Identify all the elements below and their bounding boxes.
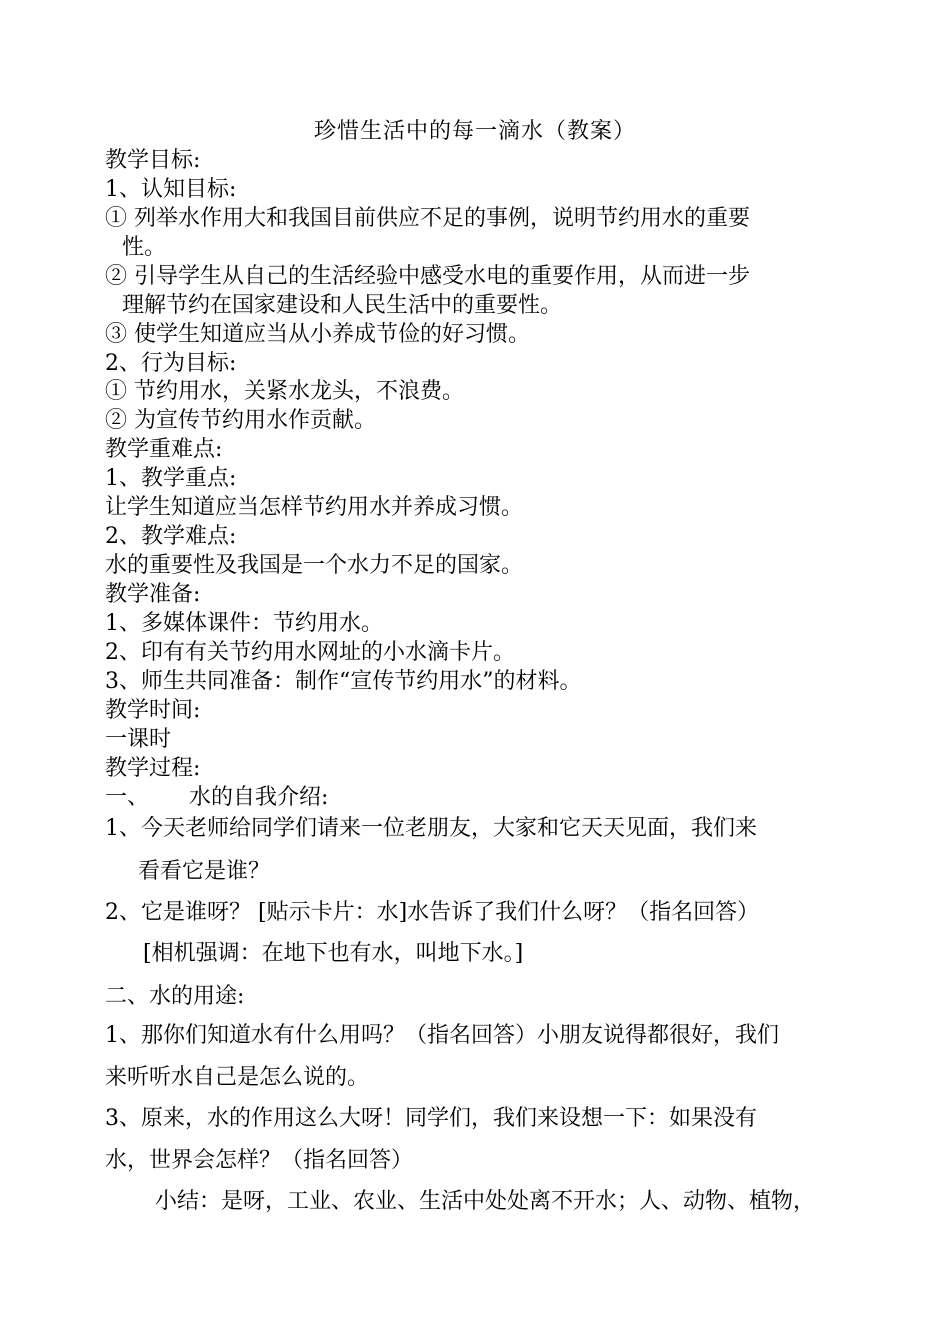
text-line: [相机强调：在地下也有水，叫地下水。]: [143, 941, 524, 966]
text-line: 水，世界会怎样？（指名回答）: [105, 1148, 414, 1173]
summary-line: 小结：是呀，工业、农业、生活中处处离不开水；人、动物、植物，: [155, 1189, 816, 1214]
text-line: 2、它是谁呀？ [贴示卡片：水]水告诉了我们什么呀？（指名回答）: [105, 900, 760, 925]
text-line: 1、多媒体课件：节约用水。: [105, 611, 383, 636]
part-heading: 二、水的用途:: [105, 984, 245, 1009]
section-heading: 教学过程:: [105, 756, 201, 781]
part-number: 一、: [105, 785, 150, 810]
text-line: 1、今天老师给同学们请来一位老朋友，大家和它天天见面，我们来: [105, 816, 757, 841]
subheading: 2、行为目标:: [105, 351, 237, 376]
text-line: ③ 使学生知道应当从小养成节俭的好习惯。: [105, 322, 530, 347]
section-heading: 教学准备:: [105, 582, 201, 607]
text-line: 3、师生共同准备：制作“宣传节约用水”的材料。: [105, 669, 582, 694]
section-heading: 教学时间:: [105, 698, 201, 723]
text-line: 性。: [122, 235, 167, 260]
subheading: 1、教学重点:: [105, 466, 237, 491]
part-title: 水的自我介绍:: [189, 785, 329, 810]
text-line: 理解节约在国家建设和人民生活中的重要性。: [122, 293, 563, 318]
text-line: ② 为宣传节约用水作贡献。: [105, 408, 376, 433]
part-heading: [105, 783, 850, 813]
section-heading: 教学目标:: [105, 148, 201, 173]
text-line: ② 引导学生从自己的生活经验中感受水电的重要作用，从而进一步: [105, 264, 750, 289]
document-title: 珍惜生活中的每一滴水（教案）: [313, 119, 636, 144]
text-line: ① 节约用水，关紧水龙头，不浪费。: [105, 379, 464, 404]
text-line: 3、原来，水的作用这么大呀！同学们，我们来设想一下：如果没有: [105, 1106, 757, 1131]
text-line: 看看它是谁？: [138, 859, 271, 884]
section-heading: 教学重难点:: [105, 437, 223, 462]
text-line: 2、印有有关节约用水网址的小水滴卡片。: [105, 640, 515, 665]
text-line: ① 列举水作用大和我国目前供应不足的事例，说明节约用水的重要: [105, 206, 750, 231]
text-line: 让学生知道应当怎样节约用水并养成习惯。: [105, 495, 524, 520]
text-line: 一课时: [105, 727, 172, 752]
text-line: 1、那你们知道水有什么用吗？（指名回答）小朋友说得都很好，我们: [105, 1023, 779, 1048]
text-line: 水的重要性及我国是一个水力不足的国家。: [105, 553, 524, 578]
subheading: 2、教学难点:: [105, 524, 237, 549]
text-line: 来听听水自己是怎么说的。: [105, 1065, 370, 1090]
subheading: 1、认知目标:: [105, 177, 237, 202]
